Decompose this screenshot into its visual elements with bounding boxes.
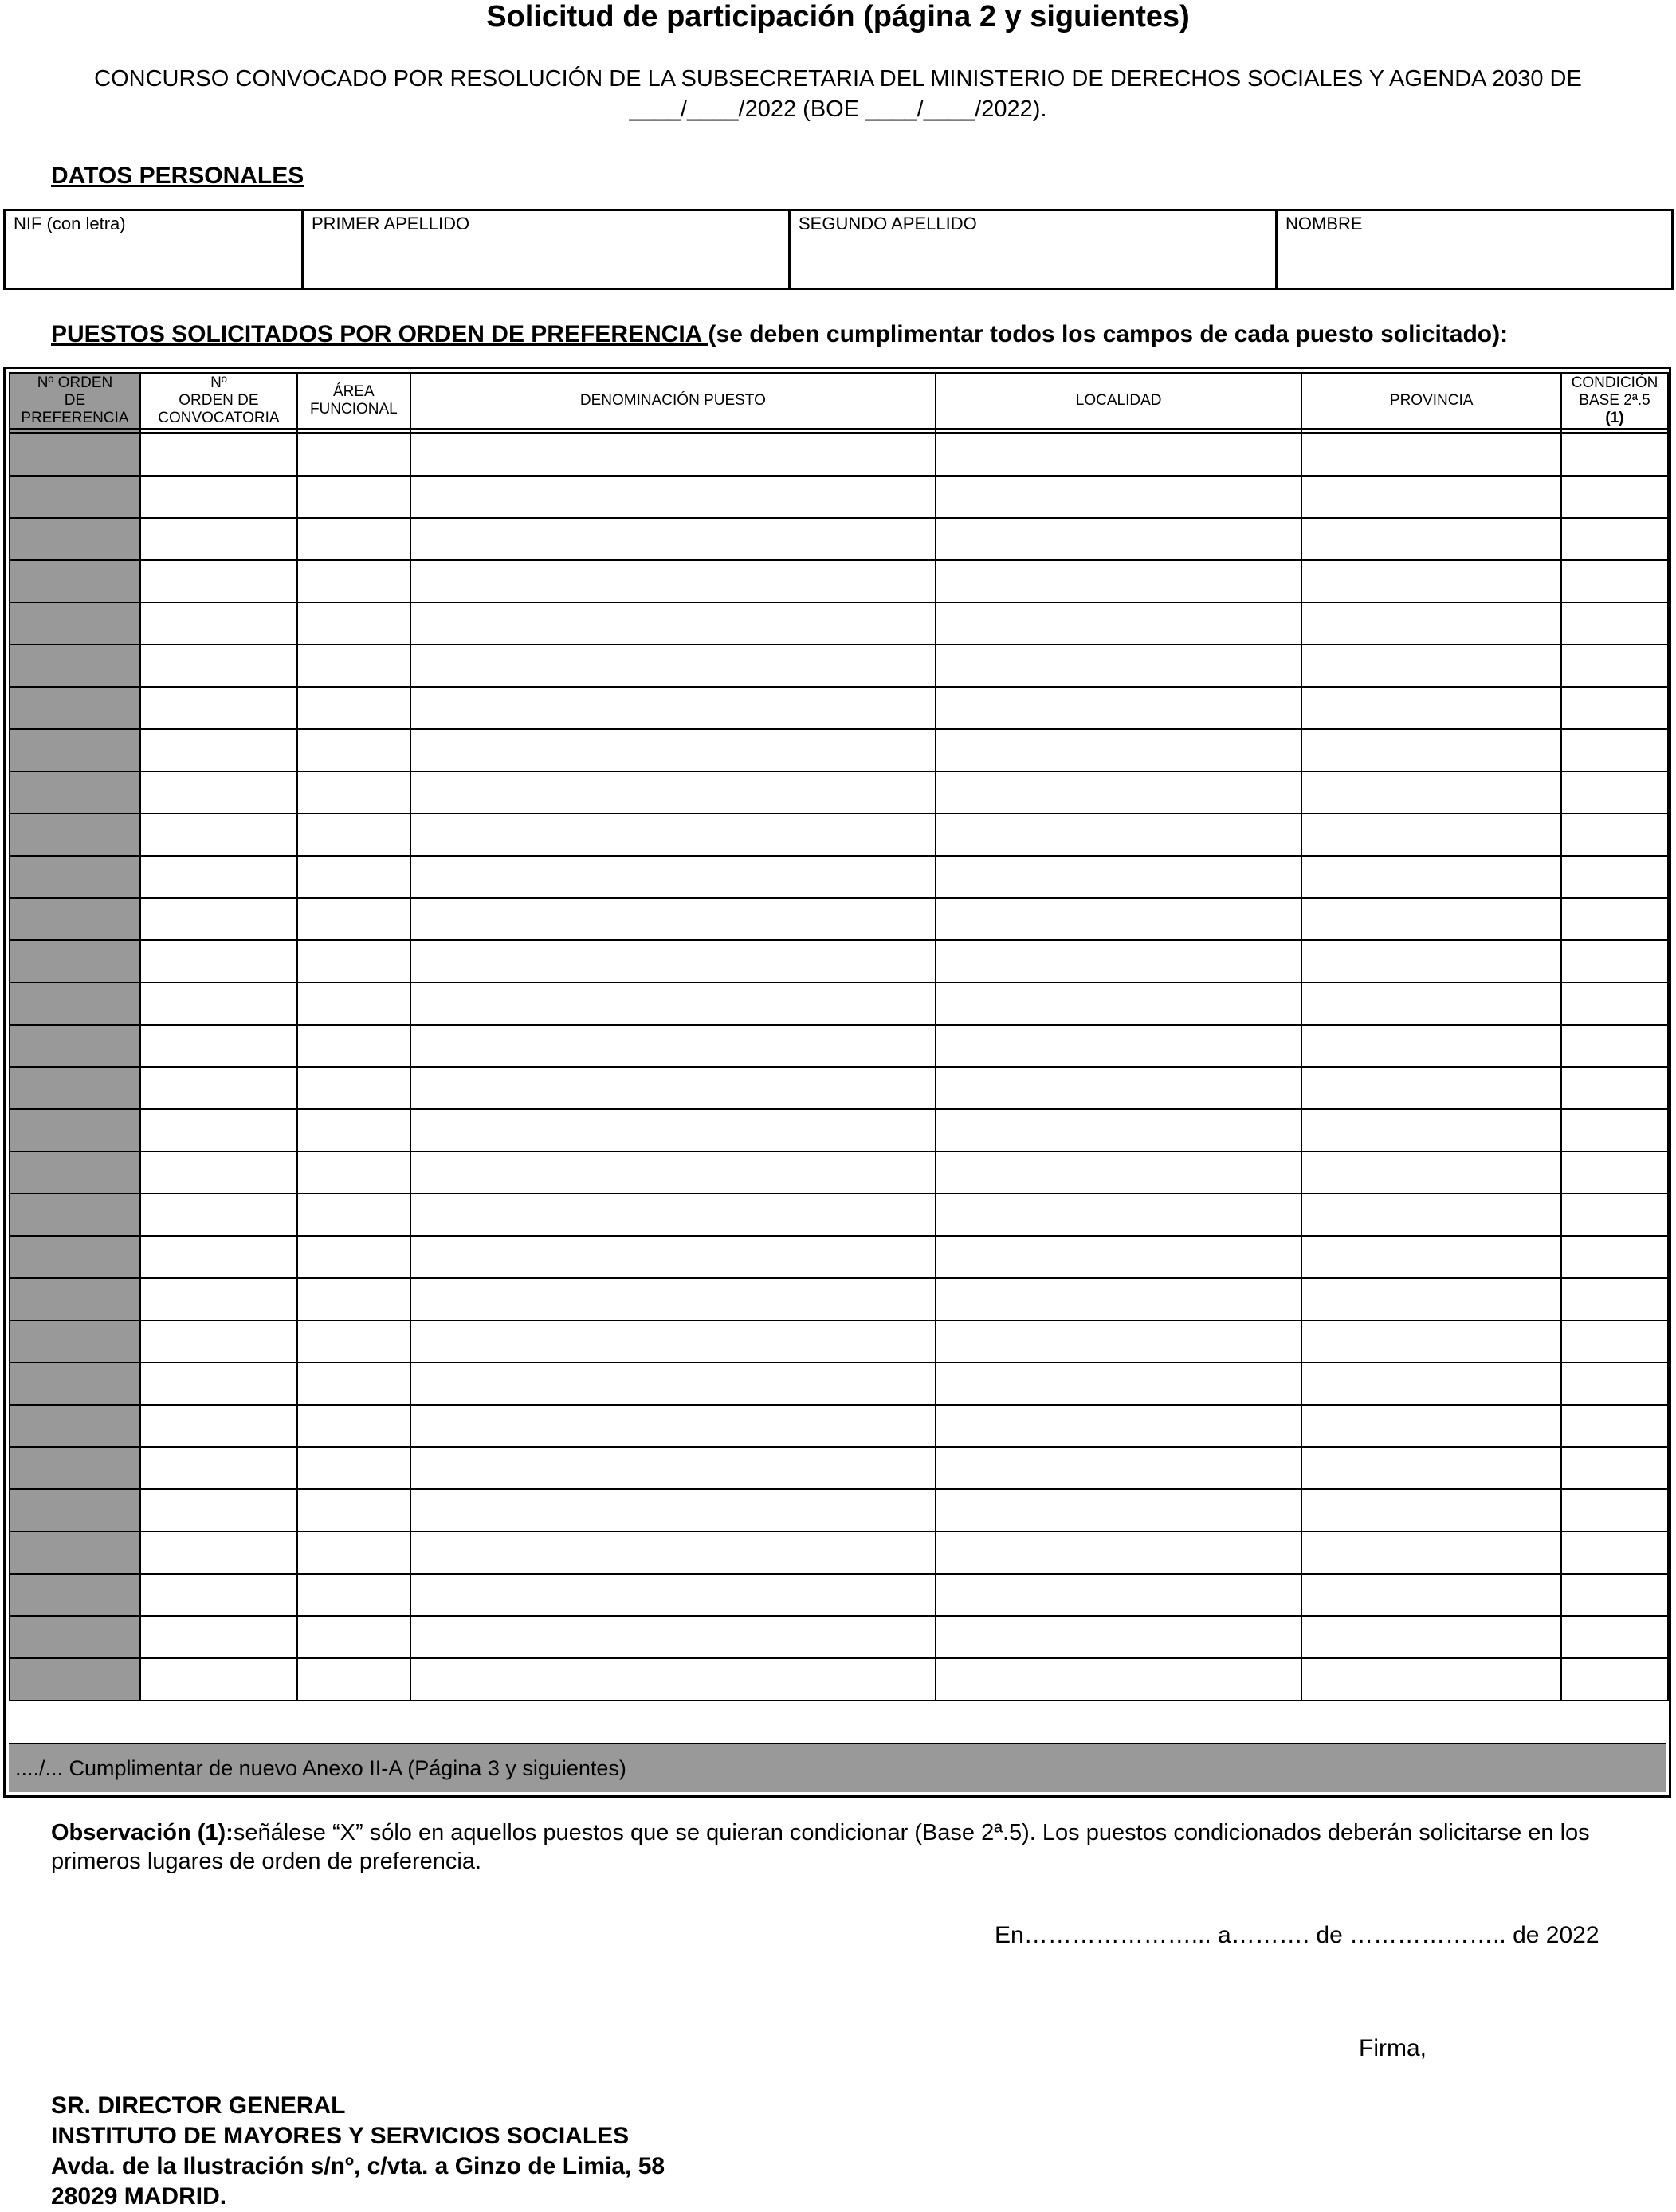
province-cell[interactable] <box>1301 645 1561 687</box>
area-cell[interactable] <box>297 1067 410 1109</box>
nif-label: NIF (con letra) <box>14 214 126 233</box>
table-row <box>10 856 1668 898</box>
locality-cell[interactable] <box>936 1447 1301 1489</box>
name-cell[interactable] <box>410 645 936 687</box>
locality-cell[interactable] <box>936 1616 1301 1658</box>
conv-cell[interactable] <box>140 687 297 729</box>
area-cell[interactable] <box>297 1447 410 1489</box>
area-cell[interactable] <box>297 1236 410 1278</box>
col-locality: LOCALIDAD <box>936 373 1301 429</box>
table-row <box>10 1616 1668 1658</box>
pref-cell[interactable] <box>10 1616 140 1658</box>
area-cell[interactable] <box>297 1109 410 1151</box>
addressee-line: 28029 MADRID. <box>51 2183 227 2210</box>
col-condition-line: CONDICIÓN <box>1571 375 1658 391</box>
condition-cell[interactable] <box>1561 1363 1668 1405</box>
pref-cell[interactable] <box>10 1574 140 1616</box>
pref-cell[interactable] <box>10 1320 140 1363</box>
condition-cell[interactable] <box>1561 560 1668 602</box>
table-row <box>10 1194 1668 1236</box>
conv-cell[interactable] <box>140 1320 297 1363</box>
pref-cell[interactable] <box>10 1151 140 1194</box>
name-cell[interactable] <box>410 898 936 940</box>
condition-cell[interactable] <box>1561 602 1668 645</box>
addressee-line: SR. DIRECTOR GENERAL <box>51 2092 346 2119</box>
condition-cell[interactable] <box>1561 729 1668 771</box>
conv-cell[interactable] <box>140 1447 297 1489</box>
addressee-line: Avda. de la Ilustración s/nº, c/vta. a Ginzo de Limia, 58 <box>51 2153 665 2179</box>
first-surname-field[interactable] <box>303 210 790 289</box>
conv-cell[interactable] <box>140 1278 297 1320</box>
conv-cell[interactable] <box>140 1616 297 1658</box>
table-row <box>10 1574 1668 1616</box>
conv-cell[interactable] <box>140 645 297 687</box>
name-cell[interactable] <box>410 1109 936 1151</box>
col-condition-line: (1) <box>1605 410 1624 426</box>
pref-cell[interactable] <box>10 687 140 729</box>
conv-cell[interactable] <box>140 1532 297 1574</box>
second-surname-label: SEGUNDO APELLIDO <box>799 214 977 233</box>
table-row <box>10 940 1668 982</box>
table-row <box>10 687 1668 729</box>
province-cell[interactable] <box>1301 814 1561 856</box>
condition-cell[interactable] <box>1561 814 1668 856</box>
positions-frame <box>3 367 1671 1798</box>
province-cell[interactable] <box>1301 771 1561 814</box>
col-condition-line: BASE 2ª.5 <box>1579 392 1650 409</box>
table-row <box>10 982 1668 1025</box>
name-cell[interactable] <box>410 1658 936 1700</box>
conv-cell[interactable] <box>140 940 297 982</box>
date-place-line[interactable]: En…………………... a………. de ……………….. de 2022 <box>995 1922 1599 1948</box>
condition-cell[interactable] <box>1561 518 1668 560</box>
conv-cell[interactable] <box>140 771 297 814</box>
province-cell[interactable] <box>1301 1489 1561 1532</box>
area-cell[interactable] <box>297 1489 410 1532</box>
positions-table <box>9 372 1669 1701</box>
locality-cell[interactable] <box>936 982 1301 1025</box>
province-cell[interactable] <box>1301 1574 1561 1616</box>
col-preference-line: DE <box>64 392 86 409</box>
condition-cell[interactable] <box>1561 687 1668 729</box>
province-cell[interactable] <box>1301 982 1561 1025</box>
province-cell[interactable] <box>1301 940 1561 982</box>
locality-cell[interactable] <box>936 729 1301 771</box>
name-cell[interactable] <box>410 1616 936 1658</box>
name-cell[interactable] <box>410 1489 936 1532</box>
condition-cell[interactable] <box>1561 1109 1668 1151</box>
pref-cell[interactable] <box>10 856 140 898</box>
locality-cell[interactable] <box>936 1278 1301 1320</box>
condition-cell[interactable] <box>1561 1532 1668 1574</box>
conv-cell[interactable] <box>140 476 297 518</box>
name-cell[interactable] <box>410 856 936 898</box>
personal-data-heading <box>51 163 304 190</box>
subtitle-line-1: CONCURSO CONVOCADO POR RESOLUCIÓN DE LA SUBSECRETARIA DEL MINISTERIO DE DERECHOS SOCIALES Y AGENDA 2030 DE <box>94 66 1582 92</box>
area-cell[interactable] <box>297 1532 410 1574</box>
pref-cell[interactable] <box>10 1236 140 1278</box>
conv-cell[interactable] <box>140 518 297 560</box>
pref-cell[interactable] <box>10 771 140 814</box>
observation-note <box>51 1818 1637 1876</box>
conv-cell[interactable] <box>140 1025 297 1067</box>
conv-cell[interactable] <box>140 1658 297 1700</box>
pref-cell[interactable] <box>10 1109 140 1151</box>
name-label: NOMBRE <box>1285 214 1363 233</box>
province-cell[interactable] <box>1301 1363 1561 1405</box>
area-cell[interactable] <box>297 1194 410 1236</box>
conv-cell[interactable] <box>140 856 297 898</box>
name-cell[interactable] <box>410 729 936 771</box>
condition-cell[interactable] <box>1561 1025 1668 1067</box>
area-cell[interactable] <box>297 1658 410 1700</box>
name-cell[interactable] <box>410 982 936 1025</box>
locality-cell[interactable] <box>936 1067 1301 1109</box>
conv-cell[interactable] <box>140 729 297 771</box>
locality-cell[interactable] <box>936 1194 1301 1236</box>
province-cell[interactable] <box>1301 898 1561 940</box>
locality-cell[interactable] <box>936 1489 1301 1532</box>
name-cell[interactable] <box>410 771 936 814</box>
area-cell[interactable] <box>297 602 410 645</box>
conv-cell[interactable] <box>140 1067 297 1109</box>
name-cell[interactable] <box>410 433 936 477</box>
table-row <box>10 1363 1668 1405</box>
conv-cell[interactable] <box>140 433 297 477</box>
locality-cell[interactable] <box>936 814 1301 856</box>
province-cell[interactable] <box>1301 687 1561 729</box>
col-preference-line: Nº ORDEN <box>37 375 113 391</box>
pref-cell[interactable] <box>10 602 140 645</box>
conv-cell[interactable] <box>140 1574 297 1616</box>
table-row <box>10 1151 1668 1194</box>
table-row <box>10 602 1668 645</box>
locality-cell[interactable] <box>936 1532 1301 1574</box>
conv-cell[interactable] <box>140 814 297 856</box>
condition-cell[interactable] <box>1561 940 1668 982</box>
table-row <box>10 476 1668 518</box>
province-cell[interactable] <box>1301 729 1561 771</box>
convocatoria-subtitle <box>48 64 1628 124</box>
second-surname-field[interactable] <box>790 210 1277 289</box>
col-preference-order <box>10 373 140 429</box>
name-cell[interactable] <box>410 476 936 518</box>
condition-cell[interactable] <box>1561 476 1668 518</box>
pref-cell[interactable] <box>10 982 140 1025</box>
table-row <box>10 1489 1668 1532</box>
col-area-line: FUNCIONAL <box>309 401 398 418</box>
table-row <box>10 518 1668 560</box>
col-area-line: ÁREA <box>332 383 375 400</box>
table-row <box>10 1067 1668 1109</box>
col-convocatoria-order <box>140 373 297 429</box>
area-cell[interactable] <box>297 1025 410 1067</box>
province-cell[interactable] <box>1301 1278 1561 1320</box>
area-cell[interactable] <box>297 687 410 729</box>
conv-cell[interactable] <box>140 898 297 940</box>
pref-cell[interactable] <box>10 518 140 560</box>
area-cell[interactable] <box>297 940 410 982</box>
addressee-block <box>51 2091 665 2212</box>
pref-cell[interactable] <box>10 1658 140 1700</box>
area-cell[interactable] <box>297 771 410 814</box>
province-cell[interactable] <box>1301 1025 1561 1067</box>
addressee-line: INSTITUTO DE MAYORES Y SERVICIOS SOCIALES <box>51 2123 630 2149</box>
locality-cell[interactable] <box>936 1236 1301 1278</box>
condition-cell[interactable] <box>1561 433 1668 477</box>
col-position-name: DENOMINACIÓN PUESTO <box>410 373 936 429</box>
condition-cell[interactable] <box>1561 1489 1668 1532</box>
name-cell[interactable] <box>410 1532 936 1574</box>
province-cell[interactable] <box>1301 560 1561 602</box>
name-cell[interactable] <box>410 518 936 560</box>
province-cell[interactable] <box>1301 1236 1561 1278</box>
locality-cell[interactable] <box>936 433 1301 477</box>
pref-cell[interactable] <box>10 433 140 477</box>
locality-cell[interactable] <box>936 1151 1301 1194</box>
area-cell[interactable] <box>297 645 410 687</box>
area-cell[interactable] <box>297 898 410 940</box>
name-cell[interactable] <box>410 1194 936 1236</box>
province-cell[interactable] <box>1301 602 1561 645</box>
province-cell[interactable] <box>1301 476 1561 518</box>
col-convocatoria-line: Nº <box>210 375 227 391</box>
name-cell[interactable] <box>410 1151 936 1194</box>
table-row <box>10 1109 1668 1151</box>
province-cell[interactable] <box>1301 1405 1561 1447</box>
personal-data-heading-text: DATOS PERSONALES <box>51 163 304 189</box>
col-convocatoria-line: CONVOCATORIA <box>158 410 280 426</box>
condition-cell[interactable] <box>1561 856 1668 898</box>
name-cell[interactable] <box>410 1278 936 1320</box>
name-cell[interactable] <box>410 602 936 645</box>
condition-cell[interactable] <box>1561 1194 1668 1236</box>
area-cell[interactable] <box>297 476 410 518</box>
condition-cell[interactable] <box>1561 1447 1668 1489</box>
area-cell[interactable] <box>297 1574 410 1616</box>
province-cell[interactable] <box>1301 433 1561 477</box>
conv-cell[interactable] <box>140 1489 297 1532</box>
locality-cell[interactable] <box>936 940 1301 982</box>
area-cell[interactable] <box>297 560 410 602</box>
observation-label: Observación (1): <box>51 1820 234 1845</box>
table-row <box>10 814 1668 856</box>
locality-cell[interactable] <box>936 1658 1301 1700</box>
table-row <box>10 1405 1668 1447</box>
pref-cell[interactable] <box>10 645 140 687</box>
province-cell[interactable] <box>1301 1616 1561 1658</box>
condition-cell[interactable] <box>1561 982 1668 1025</box>
table-row <box>10 433 1668 477</box>
col-condition <box>1561 373 1668 429</box>
name-cell[interactable] <box>410 1447 936 1489</box>
condition-cell[interactable] <box>1561 1658 1668 1700</box>
pref-cell[interactable] <box>10 1532 140 1574</box>
area-cell[interactable] <box>297 729 410 771</box>
conv-cell[interactable] <box>140 982 297 1025</box>
positions-heading-underlined: PUESTOS SOLICITADOS POR ORDEN DE PREFERENCIA <box>51 321 708 347</box>
pref-cell[interactable] <box>10 1025 140 1067</box>
pref-cell[interactable] <box>10 1363 140 1405</box>
locality-cell[interactable] <box>936 1405 1301 1447</box>
locality-cell[interactable] <box>936 856 1301 898</box>
conv-cell[interactable] <box>140 560 297 602</box>
locality-cell[interactable] <box>936 1109 1301 1151</box>
pref-cell[interactable] <box>10 1489 140 1532</box>
name-cell[interactable] <box>410 814 936 856</box>
conv-cell[interactable] <box>140 1109 297 1151</box>
condition-cell[interactable] <box>1561 1067 1668 1109</box>
province-cell[interactable] <box>1301 518 1561 560</box>
condition-cell[interactable] <box>1561 645 1668 687</box>
province-cell[interactable] <box>1301 1447 1561 1489</box>
observation-text: señálese “X” sólo en aquellos puestos que se quieran condicionar (Base 2ª.5). Los puestos condicionados deberán solicitarse en los primeros lugares de orden de preferencia. <box>51 1820 1590 1874</box>
pref-cell[interactable] <box>10 898 140 940</box>
province-cell[interactable] <box>1301 1320 1561 1363</box>
province-cell[interactable] <box>1301 1067 1561 1109</box>
condition-cell[interactable] <box>1561 1616 1668 1658</box>
locality-cell[interactable] <box>936 560 1301 602</box>
positions-body <box>10 429 1668 1701</box>
area-cell[interactable] <box>297 433 410 477</box>
nif-field[interactable] <box>5 210 303 289</box>
signature-label: Firma, <box>1359 2035 1427 2061</box>
locality-cell[interactable] <box>936 1363 1301 1405</box>
table-row <box>10 1236 1668 1278</box>
positions-header-row <box>10 373 1668 429</box>
personal-data-table <box>3 209 1674 290</box>
table-row <box>10 1447 1668 1489</box>
pref-cell[interactable] <box>10 476 140 518</box>
condition-cell[interactable] <box>1561 1574 1668 1616</box>
area-cell[interactable] <box>297 814 410 856</box>
pref-cell[interactable] <box>10 1278 140 1320</box>
page-title: Solicitud de participación (página 2 y siguientes) <box>486 0 1190 33</box>
name-cell[interactable] <box>410 1574 936 1616</box>
area-cell[interactable] <box>297 1616 410 1658</box>
name-cell[interactable] <box>410 1067 936 1109</box>
pref-cell[interactable] <box>10 729 140 771</box>
table-row <box>10 1532 1668 1574</box>
conv-cell[interactable] <box>140 1236 297 1278</box>
conv-cell[interactable] <box>140 1151 297 1194</box>
locality-cell[interactable] <box>936 687 1301 729</box>
pref-cell[interactable] <box>10 1067 140 1109</box>
province-cell[interactable] <box>1301 1532 1561 1574</box>
conv-cell[interactable] <box>140 1363 297 1405</box>
table-row <box>10 1320 1668 1363</box>
province-cell[interactable] <box>1301 1109 1561 1151</box>
name-cell[interactable] <box>410 1363 936 1405</box>
area-cell[interactable] <box>297 1278 410 1320</box>
locality-cell[interactable] <box>936 1025 1301 1067</box>
condition-cell[interactable] <box>1561 1405 1668 1447</box>
name-cell[interactable] <box>410 940 936 982</box>
condition-cell[interactable] <box>1561 771 1668 814</box>
table-row <box>10 1025 1668 1067</box>
name-cell[interactable] <box>410 1236 936 1278</box>
conv-cell[interactable] <box>140 602 297 645</box>
pref-cell[interactable] <box>10 940 140 982</box>
name-field[interactable] <box>1277 210 1673 289</box>
positions-heading <box>51 321 1508 348</box>
condition-cell[interactable] <box>1561 1151 1668 1194</box>
condition-cell[interactable] <box>1561 1236 1668 1278</box>
condition-cell[interactable] <box>1561 898 1668 940</box>
locality-cell[interactable] <box>936 898 1301 940</box>
area-cell[interactable] <box>297 1363 410 1405</box>
locality-cell[interactable] <box>936 476 1301 518</box>
table-row <box>10 1658 1668 1700</box>
col-province: PROVINCIA <box>1301 373 1561 429</box>
pref-cell[interactable] <box>10 814 140 856</box>
pref-cell[interactable] <box>10 1405 140 1447</box>
col-preference-line: PREFERENCIA <box>21 410 129 426</box>
locality-cell[interactable] <box>936 1320 1301 1363</box>
area-cell[interactable] <box>297 1320 410 1363</box>
condition-cell[interactable] <box>1561 1278 1668 1320</box>
continue-note: ..../... Cumplimentar de nuevo Anexo II-A (Página 3 y siguientes) <box>9 1743 1666 1792</box>
locality-cell[interactable] <box>936 645 1301 687</box>
name-cell[interactable] <box>410 687 936 729</box>
table-row <box>10 771 1668 814</box>
area-cell[interactable] <box>297 518 410 560</box>
locality-cell[interactable] <box>936 771 1301 814</box>
name-cell[interactable] <box>410 560 936 602</box>
table-row <box>10 898 1668 940</box>
table-row <box>10 1278 1668 1320</box>
condition-cell[interactable] <box>1561 1320 1668 1363</box>
table-row <box>10 729 1668 771</box>
name-cell[interactable] <box>410 1025 936 1067</box>
pref-cell[interactable] <box>10 1194 140 1236</box>
pref-cell[interactable] <box>10 560 140 602</box>
locality-cell[interactable] <box>936 602 1301 645</box>
area-cell[interactable] <box>297 1151 410 1194</box>
province-cell[interactable] <box>1301 1658 1561 1700</box>
locality-cell[interactable] <box>936 518 1301 560</box>
area-cell[interactable] <box>297 856 410 898</box>
name-cell[interactable] <box>410 1405 936 1447</box>
province-cell[interactable] <box>1301 1151 1561 1194</box>
area-cell[interactable] <box>297 1405 410 1447</box>
name-cell[interactable] <box>410 1320 936 1363</box>
col-convocatoria-line: ORDEN DE <box>179 392 259 409</box>
col-functional-area <box>297 373 410 429</box>
area-cell[interactable] <box>297 982 410 1025</box>
conv-cell[interactable] <box>140 1194 297 1236</box>
subtitle-line-2: ____/____/2022 (BOE ____/____/2022). <box>629 96 1047 122</box>
pref-cell[interactable] <box>10 1447 140 1489</box>
province-cell[interactable] <box>1301 856 1561 898</box>
first-surname-label: PRIMER APELLIDO <box>312 214 470 233</box>
table-row <box>10 645 1668 687</box>
positions-heading-rest: (se deben cumplimentar todos los campos de cada puesto solicitado): <box>708 321 1509 347</box>
table-row <box>10 560 1668 602</box>
province-cell[interactable] <box>1301 1194 1561 1236</box>
locality-cell[interactable] <box>936 1574 1301 1616</box>
conv-cell[interactable] <box>140 1405 297 1447</box>
